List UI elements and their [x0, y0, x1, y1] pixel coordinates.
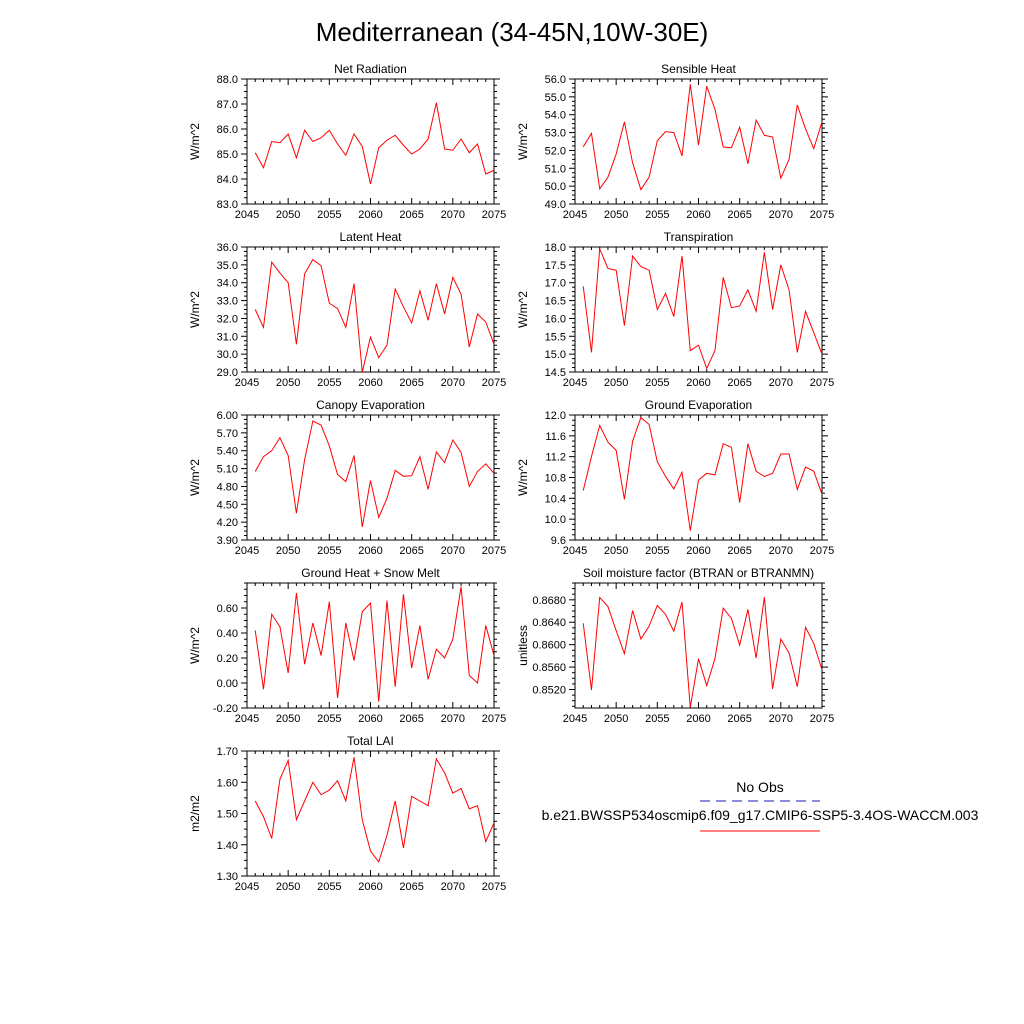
x-tick-label: 2060	[686, 377, 711, 389]
plot-frame	[575, 247, 822, 372]
y-tick-label: 32.0	[216, 313, 238, 326]
y-tick-label: 12.0	[544, 410, 566, 422]
y-axis-label: W/m^2	[188, 459, 202, 496]
chart-panel	[516, 62, 834, 221]
series-line	[255, 587, 494, 702]
x-tick-label: 2050	[603, 377, 629, 389]
plot-frame	[247, 415, 494, 540]
y-tick-label: 33.0	[216, 295, 238, 308]
y-tick-label: 5.70	[216, 427, 238, 440]
x-tick-label: 2070	[768, 713, 794, 725]
y-tick-label: 49.0	[544, 199, 566, 211]
y-tick-label: 31.0	[216, 331, 238, 344]
y-axis-label: m2/m2	[188, 795, 202, 832]
y-tick-label: 83.0	[216, 199, 238, 211]
panel-title: Canopy Evaporation	[316, 398, 425, 412]
panel-title: Net Radiation	[334, 62, 407, 76]
y-tick-label: 34.0	[216, 277, 238, 290]
y-tick-label: 15.0	[544, 349, 566, 362]
x-tick-label: 2065	[399, 377, 424, 389]
x-tick-label: 2050	[275, 713, 301, 725]
y-tick-label: 9.6	[550, 535, 566, 547]
x-tick-label: 2065	[727, 377, 752, 389]
y-tick-label: 84.0	[216, 174, 238, 186]
x-tick-label: 2045	[234, 209, 260, 221]
y-tick-label: 4.80	[216, 481, 238, 494]
y-axis-label: W/m^2	[188, 291, 202, 328]
y-axis-label: W/m^2	[516, 459, 530, 496]
x-tick-label: 2075	[481, 377, 507, 389]
series-line	[255, 103, 494, 184]
x-tick-label: 2060	[358, 377, 383, 389]
x-tick-label: 2070	[768, 209, 794, 221]
series-line	[583, 597, 822, 707]
x-tick-label: 2045	[234, 713, 260, 725]
x-tick-label: 2070	[440, 545, 466, 557]
panel-title: Soil moisture factor (BTRAN or BTRANMN)	[582, 566, 815, 580]
panel-title: Total LAI	[347, 734, 394, 748]
y-tick-label: 14.5	[544, 367, 566, 379]
x-tick-label: 2055	[645, 545, 670, 557]
series-line	[255, 260, 494, 373]
x-tick-label: 2070	[768, 545, 794, 557]
chart-panel	[188, 566, 506, 725]
legend-obs-label: No Obs	[736, 779, 784, 795]
x-tick-label: 2065	[727, 545, 752, 557]
y-tick-label: 85.0	[216, 149, 238, 161]
y-tick-label: 29.0	[216, 367, 238, 379]
x-tick-label: 2050	[275, 881, 301, 893]
y-tick-label: 0.8520	[532, 684, 566, 697]
y-tick-label: 16.5	[544, 295, 566, 308]
plot-frame	[247, 247, 494, 372]
panel-title: Ground Evaporation	[644, 398, 753, 412]
x-tick-label: 2045	[234, 545, 260, 557]
x-tick-label: 2050	[603, 209, 629, 221]
y-tick-label: 11.6	[545, 430, 566, 443]
x-tick-label: 2065	[399, 545, 424, 557]
x-tick-label: 2060	[686, 209, 711, 221]
y-tick-label: 1.50	[216, 808, 238, 821]
y-tick-label: 54.0	[544, 109, 566, 122]
y-tick-label: 0.8600	[532, 639, 566, 652]
x-tick-label: 2060	[686, 545, 711, 557]
x-tick-label: 2045	[562, 209, 588, 221]
y-tick-label: 11.2	[545, 451, 566, 464]
y-tick-label: 16.0	[544, 313, 566, 326]
chart-panel	[516, 230, 834, 389]
series-line	[583, 418, 822, 531]
panel-title: Sensible Heat	[661, 62, 736, 76]
y-tick-label: 10.0	[544, 514, 566, 527]
x-tick-label: 2055	[317, 713, 342, 725]
x-tick-label: 2060	[358, 713, 383, 725]
x-tick-label: 2070	[440, 713, 466, 725]
y-tick-label: 1.60	[216, 777, 238, 790]
y-tick-label: 87.0	[216, 99, 238, 111]
y-tick-label: 1.70	[216, 746, 238, 758]
y-tick-label: 1.40	[216, 839, 238, 852]
x-tick-label: 2050	[275, 377, 301, 389]
x-tick-label: 2065	[727, 713, 752, 725]
y-tick-label: 1.30	[216, 871, 238, 883]
y-tick-label: 0.8680	[532, 594, 566, 607]
y-tick-label: 0.20	[216, 653, 238, 665]
plot-frame	[247, 79, 494, 204]
legend-model-label: b.e21.BWSSP534oscmip6.f09_g17.CMIP6-SSP5-3.4OS-WACCM.003	[541, 807, 979, 823]
x-tick-label: 2045	[234, 377, 260, 389]
x-tick-label: 2055	[645, 377, 670, 389]
panel-title: Latent Heat	[339, 230, 402, 244]
x-tick-label: 2065	[399, 713, 424, 725]
x-tick-label: 2065	[399, 881, 424, 893]
y-axis-label: W/m^2	[516, 291, 530, 328]
y-tick-label: 15.5	[544, 331, 566, 344]
y-tick-label: 17.5	[544, 259, 566, 272]
chart-panel	[188, 230, 506, 389]
y-tick-label: 51.0	[544, 163, 566, 176]
y-tick-label: 88.0	[216, 74, 238, 86]
x-tick-label: 2045	[562, 377, 588, 389]
y-axis-label: W/m^2	[516, 123, 530, 160]
x-tick-label: 2050	[275, 545, 301, 557]
y-tick-label: 30.0	[216, 349, 238, 362]
plot-frame	[575, 415, 822, 540]
x-tick-label: 2075	[481, 713, 507, 725]
x-tick-label: 2070	[440, 209, 466, 221]
x-tick-label: 2075	[481, 881, 507, 893]
x-tick-label: 2075	[809, 545, 835, 557]
y-tick-label: 86.0	[216, 124, 238, 136]
y-tick-label: 53.0	[544, 127, 566, 140]
y-tick-label: 4.20	[216, 517, 238, 530]
y-tick-label: 17.0	[544, 277, 566, 290]
x-tick-label: 2060	[358, 209, 383, 221]
legend	[542, 779, 979, 831]
chart-panel	[516, 398, 834, 557]
y-tick-label: 52.0	[544, 145, 566, 158]
y-axis-label: W/m^2	[188, 123, 202, 160]
series-line	[255, 757, 494, 862]
chart-panel	[188, 398, 506, 557]
x-tick-label: 2075	[481, 545, 507, 557]
x-tick-label: 2055	[317, 377, 342, 389]
x-tick-label: 2065	[727, 209, 752, 221]
x-tick-label: 2050	[275, 209, 301, 221]
x-tick-label: 2070	[768, 377, 794, 389]
x-tick-label: 2055	[645, 209, 670, 221]
y-tick-label: 0.00	[216, 678, 238, 690]
panels	[188, 62, 834, 893]
y-tick-label: 36.0	[216, 242, 238, 254]
x-tick-label: 2055	[317, 545, 342, 557]
x-tick-label: 2045	[562, 545, 588, 557]
x-tick-label: 2060	[686, 713, 711, 725]
y-tick-label: -0.20	[212, 703, 238, 715]
y-tick-label: 5.10	[216, 463, 238, 476]
y-tick-label: 0.40	[216, 628, 238, 640]
y-tick-label: 56.0	[544, 74, 566, 86]
x-tick-label: 2060	[358, 545, 383, 557]
x-tick-label: 2075	[809, 209, 835, 221]
y-tick-label: 18.0	[544, 242, 566, 254]
x-tick-label: 2070	[440, 377, 466, 389]
y-tick-label: 10.8	[544, 472, 566, 485]
y-tick-label: 50.0	[544, 181, 566, 194]
y-axis-label: W/m^2	[188, 627, 202, 664]
plot-frame	[247, 583, 494, 708]
y-tick-label: 35.0	[216, 259, 238, 272]
chart-panel	[516, 566, 834, 725]
y-tick-label: 5.40	[216, 445, 238, 458]
y-tick-label: 3.90	[216, 535, 238, 547]
x-tick-label: 2075	[809, 377, 835, 389]
x-tick-label: 2045	[234, 881, 260, 893]
x-tick-label: 2055	[317, 209, 342, 221]
y-tick-label: 0.60	[216, 603, 238, 615]
x-tick-label: 2050	[603, 545, 629, 557]
x-tick-label: 2060	[358, 881, 383, 893]
chart-panel	[188, 734, 506, 893]
panel-title: Ground Heat + Snow Melt	[301, 566, 440, 580]
series-line	[583, 249, 822, 369]
y-tick-label: 55.0	[544, 91, 566, 104]
chart-panel	[188, 62, 506, 221]
y-tick-label: 6.00	[216, 410, 238, 422]
x-tick-label: 2070	[440, 881, 466, 893]
y-tick-label: 10.4	[544, 493, 566, 506]
x-tick-label: 2055	[645, 713, 670, 725]
y-tick-label: 0.8640	[532, 617, 566, 630]
x-tick-label: 2055	[317, 881, 342, 893]
figure-title: Mediterranean (34-45N,10W-30E)	[315, 17, 709, 47]
x-tick-label: 2050	[603, 713, 629, 725]
x-tick-label: 2075	[809, 713, 835, 725]
x-tick-label: 2065	[399, 209, 424, 221]
y-axis-label: unitless	[516, 625, 530, 666]
x-tick-label: 2045	[562, 713, 588, 725]
series-line	[583, 84, 822, 189]
panel-title: Transpiration	[663, 230, 734, 244]
y-tick-label: 4.50	[216, 499, 238, 512]
y-tick-label: 0.8560	[532, 662, 566, 675]
series-line	[255, 421, 494, 527]
x-tick-label: 2075	[481, 209, 507, 221]
